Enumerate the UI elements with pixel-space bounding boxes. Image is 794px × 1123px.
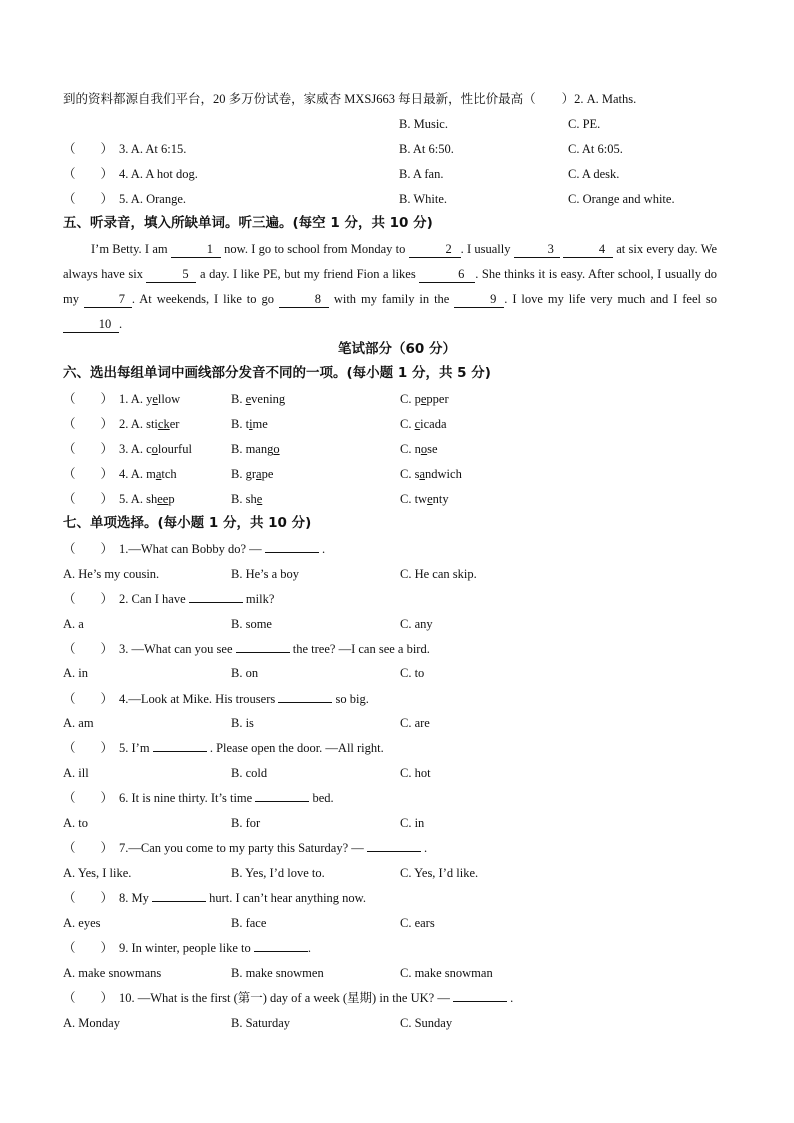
- option-a: A. am: [63, 716, 94, 730]
- option-a: A. to: [63, 816, 88, 830]
- answer-blank[interactable]: [278, 702, 332, 703]
- answer-paren[interactable]: （ ）: [63, 492, 114, 506]
- blank-8[interactable]: 8: [279, 291, 329, 308]
- phonics-row: [63, 489, 731, 509]
- option-c: C. Sunday: [400, 1016, 453, 1030]
- option-c: C. Yes, I’d like.: [400, 866, 479, 880]
- answer-paren[interactable]: （ ）: [63, 167, 114, 181]
- answer-paren[interactable]: （ ）: [63, 991, 114, 1005]
- answer-blank[interactable]: [367, 851, 421, 852]
- option-b: B. grape: [231, 467, 274, 481]
- answer-paren[interactable]: （ ）: [63, 392, 114, 406]
- option-a: 5. A. sheep: [119, 492, 175, 506]
- answer-paren[interactable]: （ ）: [63, 442, 114, 456]
- question-options: [63, 863, 731, 883]
- option-c: C. are: [400, 716, 430, 730]
- answer-paren[interactable]: （ ）: [63, 692, 114, 706]
- question-options: [63, 713, 731, 733]
- answer-paren[interactable]: （ ）: [63, 142, 114, 156]
- blank-7[interactable]: 7: [84, 291, 132, 308]
- question-options: [63, 1013, 731, 1033]
- option-c: C. At 6:05.: [568, 142, 623, 156]
- question-stem: （ ） 8. My hurt. I can’t hear anything now.: [63, 888, 731, 908]
- answer-paren[interactable]: （ ）: [63, 542, 114, 556]
- answer-paren[interactable]: （ ）: [63, 791, 114, 805]
- answer-blank[interactable]: [265, 552, 319, 553]
- option-b: B. is: [231, 716, 254, 730]
- answer-paren[interactable]: （ ）: [63, 891, 114, 905]
- question-stem: （ ） 5. I’m . Please open the door. —All right.: [63, 738, 731, 758]
- q2-option-c: C. PE.: [568, 117, 601, 131]
- blank-9[interactable]: 9: [454, 291, 504, 308]
- question-options: [63, 614, 731, 634]
- answer-paren[interactable]: （ ）: [63, 417, 114, 431]
- question-options: [63, 663, 731, 683]
- listen-row: [63, 189, 731, 209]
- option-b: B. for: [231, 816, 261, 830]
- option-a: A. ill: [63, 766, 89, 780]
- answer-blank[interactable]: [255, 801, 309, 802]
- answer-paren[interactable]: （ ）: [63, 192, 114, 206]
- question-options: [63, 813, 731, 833]
- intro-line: [63, 89, 731, 109]
- question-stem: （ ） 1.—What can Bobby do? — .: [63, 539, 731, 559]
- answer-paren[interactable]: （ ）: [63, 467, 114, 481]
- option-a: 5. A. Orange.: [119, 192, 186, 206]
- option-b: B. time: [231, 417, 268, 431]
- answer-blank[interactable]: [453, 1001, 507, 1002]
- option-c: C. twenty: [400, 492, 449, 506]
- promo-text: 到的资料都源自我们平台，20 多万份试卷，家威杏 MXSJ663 每日最新，性比价最高（: [63, 92, 536, 106]
- option-c: C. cicada: [400, 417, 447, 431]
- option-b: B. At 6:50.: [399, 142, 454, 156]
- option-a: 1. A. yellow: [119, 392, 181, 406]
- section5-title: 五、听录音，填入所缺单词。听三遍。(每空 1 分，共 10 分): [63, 215, 433, 231]
- option-c: C. sandwich: [400, 467, 462, 481]
- option-a: A. make snowmans: [63, 966, 162, 980]
- option-a: A. a: [63, 617, 84, 631]
- option-b: B. she: [231, 492, 263, 506]
- option-a: 3. A. At 6:15.: [119, 142, 187, 156]
- option-c: C. in: [400, 816, 425, 830]
- listen-row: [63, 139, 731, 159]
- option-c: C. ears: [400, 916, 435, 930]
- option-b: B. Yes, I’d love to.: [231, 866, 325, 880]
- question-stem: （ ） 6. It is nine thirty. It’s time bed.: [63, 788, 731, 808]
- option-b: B. evening: [231, 392, 286, 406]
- option-a: A. He’s my cousin.: [63, 567, 160, 581]
- option-a: 2. A. sticker: [119, 417, 180, 431]
- question-stem: （ ） 2. Can I have milk?: [63, 589, 731, 609]
- option-a: 3. A. colourful: [119, 442, 192, 456]
- section5-passage: I’m Betty. I am 1 now. I go to school from Monday to 2 . I usually 3 4 at six every day. We always have six 5 a day. I like PE, but my friend Fion a likes 6 . She thinks it is easy. After school, I usually do my 7 . At weekends, I like to go 8 with my family in the 9 . I love my life very much and I feel so 10 .: [63, 242, 718, 331]
- option-c: C. make snowman: [400, 966, 493, 980]
- option-c: C. pepper: [400, 392, 449, 406]
- blank-1[interactable]: 1: [171, 241, 221, 258]
- blank-10[interactable]: 10: [63, 316, 119, 333]
- question-stem: （ ） 9. In winter, people like to .: [63, 938, 731, 958]
- option-b: B. White.: [399, 192, 448, 206]
- option-b: B. A fan.: [399, 167, 444, 181]
- section7-title: 七、单项选择。(每小题 1 分，共 10 分): [63, 515, 312, 531]
- option-c: C. hot: [400, 766, 431, 780]
- option-c: C. He can skip.: [400, 567, 477, 581]
- blank-4[interactable]: 4: [563, 241, 613, 258]
- answer-blank[interactable]: [236, 652, 290, 653]
- answer-blank[interactable]: [153, 751, 207, 752]
- option-b: B. Saturday: [231, 1016, 291, 1030]
- option-a: A. Yes, I like.: [63, 866, 132, 880]
- answer-paren[interactable]: （ ）: [63, 841, 114, 855]
- answer-blank[interactable]: [189, 602, 243, 603]
- listen-row: [63, 164, 731, 184]
- q2-option-b: B. Music.: [399, 117, 448, 131]
- blank-2[interactable]: 2: [409, 241, 461, 258]
- phonics-row: [63, 464, 731, 484]
- option-a: A. in: [63, 666, 88, 680]
- q2-options: [63, 114, 731, 134]
- option-b: B. He’s a boy: [231, 567, 300, 581]
- option-a: 4. A. A hot dog.: [119, 167, 198, 181]
- answer-paren[interactable]: （ ）: [63, 741, 114, 755]
- option-c: C. A desk.: [568, 167, 620, 181]
- question-stem: （ ） 7.—Can you come to my party this Saturday? — .: [63, 838, 731, 858]
- blank-5[interactable]: 5: [146, 266, 196, 283]
- answer-paren[interactable]: （ ）: [63, 941, 114, 955]
- written-part-title: 笔试部分（60 分）: [338, 341, 456, 357]
- question-options: [63, 913, 731, 933]
- question-stem: （ ） 10. —What is the first (第一) day of a week (星期) in the UK? — .: [63, 988, 731, 1008]
- option-b: B. make snowmen: [231, 966, 324, 980]
- option-b: B. on: [231, 666, 259, 680]
- phonics-row: [63, 414, 731, 434]
- blank-3[interactable]: 3: [514, 241, 560, 258]
- option-b: B. face: [231, 916, 267, 930]
- q2-label: ）2. A. Maths.: [561, 92, 637, 106]
- question-options: [63, 564, 731, 584]
- option-c: C. nose: [400, 442, 438, 456]
- option-b: B. cold: [231, 766, 268, 780]
- option-a: A. eyes: [63, 916, 101, 930]
- question-options: [63, 763, 731, 783]
- option-c: C. to: [400, 666, 425, 680]
- blank-6[interactable]: 6: [419, 266, 475, 283]
- question-stem: （ ） 4.—Look at Mike. His trousers so big.: [63, 689, 731, 709]
- question-stem: （ ） 3. —What can you see the tree? —I can see a bird.: [63, 639, 731, 659]
- section6-title: 六、选出每组单词中画线部分发音不同的一项。(每小题 1 分，共 5 分): [63, 365, 491, 381]
- answer-paren[interactable]: （ ）: [63, 592, 114, 606]
- question-options: [63, 963, 731, 983]
- option-c: C. any: [400, 617, 433, 631]
- option-b: B. some: [231, 617, 272, 631]
- phonics-row: [63, 439, 731, 459]
- option-c: C. Orange and white.: [568, 192, 675, 206]
- answer-blank[interactable]: [254, 951, 308, 952]
- answer-paren[interactable]: （ ）: [63, 642, 114, 656]
- option-b: B. mango: [231, 442, 280, 456]
- phonics-row: [63, 389, 731, 409]
- option-a: 4. A. match: [119, 467, 177, 481]
- answer-blank[interactable]: [152, 901, 206, 902]
- option-a: A. Monday: [63, 1016, 120, 1030]
